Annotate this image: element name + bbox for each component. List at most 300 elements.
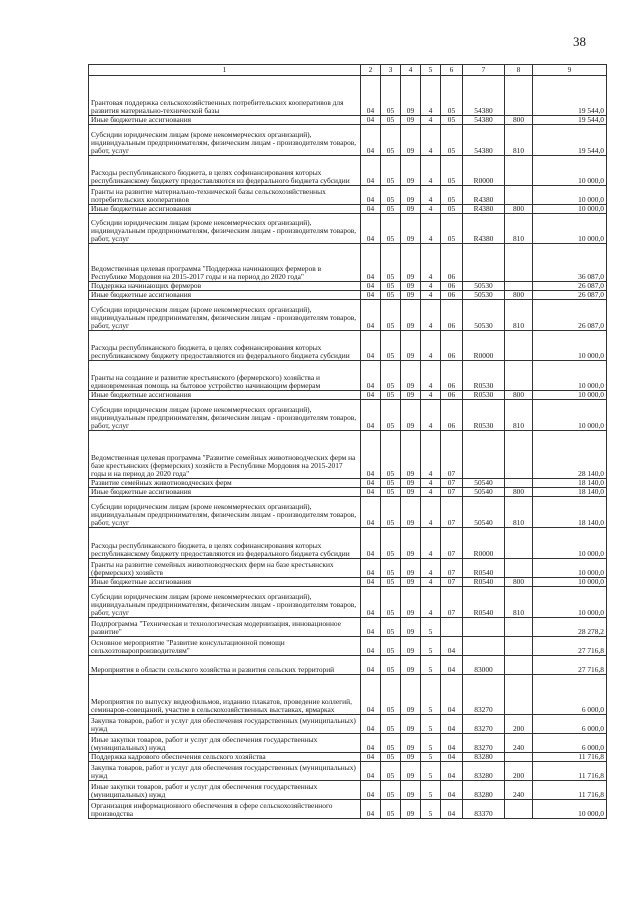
- row-name: Организация информационного обеспечения в сфере сельскохозяйственного производства: [89, 800, 361, 819]
- row-code-5: 4: [421, 331, 441, 361]
- row-name: Иные бюджетные ассигнования: [89, 488, 361, 497]
- row-code-3: 05: [381, 528, 401, 559]
- row-code-7: R4380: [463, 205, 505, 214]
- row-code-4: 09: [401, 214, 421, 244]
- row-name: Иные бюджетные ассигнования: [89, 391, 361, 400]
- row-code-6: 04: [441, 734, 463, 753]
- row-code-6: 04: [441, 800, 463, 819]
- row-code-6: 05: [441, 76, 463, 116]
- row-code-7: R0530: [463, 391, 505, 400]
- table-row: [89, 656, 607, 675]
- column-header: 4: [401, 65, 421, 76]
- row-code-7: 50530: [463, 291, 505, 300]
- row-code-8: [505, 331, 533, 361]
- table-row: [89, 391, 607, 400]
- table-row: [89, 244, 607, 282]
- row-code-4: 09: [401, 675, 421, 715]
- row-amount: 6 000,0: [533, 715, 607, 734]
- row-amount: 10 000,0: [533, 559, 607, 578]
- row-code-4: 09: [401, 753, 421, 762]
- row-code-6: 05: [441, 205, 463, 214]
- column-header: 1: [89, 65, 361, 76]
- row-code-4: 09: [401, 205, 421, 214]
- row-code-6: 05: [441, 214, 463, 244]
- row-code-8: 810: [505, 214, 533, 244]
- row-code-3: 05: [381, 361, 401, 391]
- row-code-4: 09: [401, 300, 421, 331]
- row-code-3: 05: [381, 488, 401, 497]
- column-header: 5: [421, 65, 441, 76]
- row-code-6: 06: [441, 361, 463, 391]
- table-body: [89, 76, 607, 819]
- row-name: Субсидии юридическим лицам (кроме некоммерческих организаций), индивидуальным предпринимателям, физическим лицам - производителям товаров, работ, услуг: [89, 214, 361, 244]
- row-code-8: 800: [505, 578, 533, 587]
- row-code-8: 810: [505, 125, 533, 156]
- row-amount: 10 000,0: [533, 587, 607, 618]
- row-code-8: [505, 559, 533, 578]
- table-row: [89, 291, 607, 300]
- row-name: Субсидии юридическим лицам (кроме некоммерческих организаций), индивидуальным предпринимателям, физическим лицам - производителям товаров, работ, услуг: [89, 125, 361, 156]
- row-amount: 10 000,0: [533, 331, 607, 361]
- row-code-5: 5: [421, 618, 441, 637]
- row-amount: 26 087,0: [533, 300, 607, 331]
- row-code-3: 05: [381, 497, 401, 528]
- row-code-4: 09: [401, 291, 421, 300]
- row-code-8: [505, 361, 533, 391]
- row-code-6: 05: [441, 156, 463, 186]
- row-name: Грантовая поддержка сельскохозяйственных потребительских кооперативов для развития материально-технической базы: [89, 76, 361, 116]
- table-row: [89, 214, 607, 244]
- budget-table: [88, 64, 607, 819]
- row-code-4: 09: [401, 391, 421, 400]
- row-code-3: 05: [381, 762, 401, 781]
- row-code-4: 09: [401, 125, 421, 156]
- row-name: Закупка товаров, работ и услуг для обеспечения государственных (муниципальных) нужд: [89, 715, 361, 734]
- row-code-2: 04: [361, 800, 381, 819]
- row-name: Субсидии юридическим лицам (кроме некоммерческих организаций), индивидуальным предпринимателям, физическим лицам - производителям товаров, работ, услуг: [89, 400, 361, 431]
- table-row: [89, 488, 607, 497]
- row-code-7: R0540: [463, 559, 505, 578]
- row-code-8: [505, 186, 533, 205]
- row-code-8: 800: [505, 116, 533, 125]
- row-name: Расходы республиканского бюджета, в целях софинансирования которых республиканскому бюджету предоставляются из федерального бюджета субсидии: [89, 156, 361, 186]
- table-row: [89, 618, 607, 637]
- row-code-2: 04: [361, 205, 381, 214]
- row-code-4: 09: [401, 361, 421, 391]
- row-code-3: 05: [381, 559, 401, 578]
- row-code-5: 5: [421, 637, 441, 656]
- table-row: [89, 675, 607, 715]
- row-code-7: 54380: [463, 125, 505, 156]
- row-code-4: 09: [401, 578, 421, 587]
- row-code-4: 09: [401, 618, 421, 637]
- table-row: [89, 156, 607, 186]
- row-code-3: 05: [381, 205, 401, 214]
- row-code-2: 04: [361, 125, 381, 156]
- row-code-2: 04: [361, 734, 381, 753]
- row-code-7: 83270: [463, 675, 505, 715]
- row-code-5: 5: [421, 781, 441, 800]
- row-code-4: 09: [401, 781, 421, 800]
- row-amount: 10 000,0: [533, 205, 607, 214]
- column-header: 9: [533, 65, 607, 76]
- row-amount: 19 544,0: [533, 76, 607, 116]
- row-name: Ведомственная целевая программа "Развитие семейных животноводческих ферм на базе крестьянских (фермерских) хозяйств в Республике Мордовия на 2015-2017 годы и на период до 2020 года": [89, 431, 361, 479]
- row-code-8: 800: [505, 291, 533, 300]
- row-code-4: 09: [401, 331, 421, 361]
- row-code-7: R4380: [463, 214, 505, 244]
- row-code-6: 06: [441, 331, 463, 361]
- table-row: [89, 800, 607, 819]
- row-code-4: 09: [401, 559, 421, 578]
- row-amount: 10 000,0: [533, 528, 607, 559]
- row-code-7: 54380: [463, 76, 505, 116]
- row-code-4: 09: [401, 800, 421, 819]
- row-code-8: 810: [505, 400, 533, 431]
- row-code-6: 04: [441, 675, 463, 715]
- row-code-6: 05: [441, 116, 463, 125]
- row-code-8: [505, 753, 533, 762]
- row-code-6: [441, 618, 463, 637]
- column-header: 3: [381, 65, 401, 76]
- row-code-3: 05: [381, 781, 401, 800]
- row-amount: 10 000,0: [533, 186, 607, 205]
- table-row: [89, 781, 607, 800]
- table-row: [89, 186, 607, 205]
- table-row: [89, 559, 607, 578]
- row-code-7: [463, 637, 505, 656]
- row-code-2: 04: [361, 282, 381, 291]
- table-row: [89, 734, 607, 753]
- row-code-2: 04: [361, 762, 381, 781]
- row-code-2: 04: [361, 675, 381, 715]
- row-code-6: 07: [441, 497, 463, 528]
- row-code-6: 06: [441, 391, 463, 400]
- row-code-5: 4: [421, 214, 441, 244]
- row-amount: 19 544,0: [533, 125, 607, 156]
- row-code-5: 4: [421, 156, 441, 186]
- row-code-5: 5: [421, 675, 441, 715]
- row-amount: 10 000,0: [533, 156, 607, 186]
- row-code-4: 09: [401, 488, 421, 497]
- row-amount: 18 140,0: [533, 479, 607, 488]
- row-code-3: 05: [381, 753, 401, 762]
- row-code-3: 05: [381, 800, 401, 819]
- row-code-6: 07: [441, 431, 463, 479]
- row-amount: 10 000,0: [533, 361, 607, 391]
- column-header: 7: [463, 65, 505, 76]
- row-name: Иные закупки товаров, работ и услуг для обеспечения государственных (муниципальных) нужд: [89, 781, 361, 800]
- row-amount: 18 140,0: [533, 488, 607, 497]
- row-code-3: 05: [381, 214, 401, 244]
- row-name: Иные закупки товаров, работ и услуг для обеспечения государственных (муниципальных) нужд: [89, 734, 361, 753]
- table-row: [89, 497, 607, 528]
- row-code-2: 04: [361, 431, 381, 479]
- row-code-2: 04: [361, 156, 381, 186]
- row-code-5: 4: [421, 578, 441, 587]
- row-code-6: 04: [441, 715, 463, 734]
- row-code-8: [505, 675, 533, 715]
- table-row: [89, 578, 607, 587]
- row-code-6: 05: [441, 186, 463, 205]
- row-code-2: 04: [361, 361, 381, 391]
- row-code-7: 50540: [463, 488, 505, 497]
- row-code-5: 4: [421, 244, 441, 282]
- row-name: Гранты на создание и развитие крестьянского (фермерского) хозяйства и единовременная помощь на бытовое устройство начинающим фермерам: [89, 361, 361, 391]
- row-name: Мероприятия по выпуску видеофильмов, изданию плакатов, проведение коллегий, семинаров-совещаний, участие в сельскохозяйственных выставках, ярмарках: [89, 675, 361, 715]
- row-code-7: R0000: [463, 528, 505, 559]
- row-code-3: 05: [381, 587, 401, 618]
- row-code-2: 04: [361, 637, 381, 656]
- row-code-2: 04: [361, 587, 381, 618]
- row-amount: 11 716,8: [533, 762, 607, 781]
- row-code-4: 09: [401, 156, 421, 186]
- row-code-8: [505, 800, 533, 819]
- row-code-5: 4: [421, 300, 441, 331]
- row-name: Ведомственная целевая программа "Поддержка начинающих фермеров в Республике Мордовия на 2015-2017 годы и на период до 2020 года": [89, 244, 361, 282]
- row-code-2: 04: [361, 578, 381, 587]
- row-code-7: R0530: [463, 361, 505, 391]
- row-code-4: 09: [401, 116, 421, 125]
- row-code-6: 07: [441, 587, 463, 618]
- row-code-3: 05: [381, 76, 401, 116]
- row-code-6: 04: [441, 637, 463, 656]
- row-code-3: 05: [381, 734, 401, 753]
- row-code-7: 83000: [463, 656, 505, 675]
- row-code-6: 07: [441, 559, 463, 578]
- row-amount: 10 000,0: [533, 391, 607, 400]
- row-code-3: 05: [381, 479, 401, 488]
- row-code-7: 50540: [463, 479, 505, 488]
- row-code-2: 04: [361, 488, 381, 497]
- row-amount: 27 716,8: [533, 656, 607, 675]
- row-code-5: 4: [421, 116, 441, 125]
- row-code-2: 04: [361, 214, 381, 244]
- row-code-5: 5: [421, 734, 441, 753]
- row-code-5: 5: [421, 753, 441, 762]
- table-row: [89, 300, 607, 331]
- row-code-8: 800: [505, 391, 533, 400]
- row-code-8: 200: [505, 715, 533, 734]
- row-name: Субсидии юридическим лицам (кроме некоммерческих организаций), индивидуальным предпринимателям, физическим лицам - производителям товаров, работ, услуг: [89, 300, 361, 331]
- row-code-5: 4: [421, 205, 441, 214]
- table-row: [89, 753, 607, 762]
- row-code-8: 810: [505, 300, 533, 331]
- row-code-4: 09: [401, 244, 421, 282]
- row-code-2: 04: [361, 186, 381, 205]
- row-amount: 11 716,8: [533, 753, 607, 762]
- table-row: [89, 587, 607, 618]
- row-code-4: 09: [401, 497, 421, 528]
- table-row: [89, 762, 607, 781]
- row-code-3: 05: [381, 244, 401, 282]
- row-code-5: 5: [421, 715, 441, 734]
- row-code-2: 04: [361, 116, 381, 125]
- row-code-6: 05: [441, 125, 463, 156]
- row-code-8: [505, 156, 533, 186]
- row-code-8: [505, 76, 533, 116]
- row-code-3: 05: [381, 578, 401, 587]
- row-name: Расходы республиканского бюджета, в целях софинансирования которых республиканскому бюджету предоставляются из федерального бюджета субсидии: [89, 528, 361, 559]
- row-code-2: 04: [361, 656, 381, 675]
- row-code-5: 4: [421, 497, 441, 528]
- table-row: [89, 431, 607, 479]
- row-name: Поддержка кадрового обеспечения сельского хозяйства: [89, 753, 361, 762]
- row-amount: 26 087,0: [533, 291, 607, 300]
- row-amount: 10 000,0: [533, 800, 607, 819]
- row-name: Развитие семейных животноводческих ферм: [89, 479, 361, 488]
- row-code-3: 05: [381, 125, 401, 156]
- table-row: [89, 331, 607, 361]
- row-code-6: 07: [441, 488, 463, 497]
- row-code-7: R0000: [463, 156, 505, 186]
- row-code-8: [505, 244, 533, 282]
- row-amount: 27 716,8: [533, 637, 607, 656]
- row-amount: 26 087,0: [533, 282, 607, 291]
- row-code-4: 09: [401, 637, 421, 656]
- column-header: 2: [361, 65, 381, 76]
- table-row: [89, 116, 607, 125]
- row-code-7: R0540: [463, 578, 505, 587]
- row-code-8: 240: [505, 781, 533, 800]
- row-code-3: 05: [381, 618, 401, 637]
- row-code-4: 09: [401, 76, 421, 116]
- row-code-6: 04: [441, 781, 463, 800]
- row-code-6: 06: [441, 282, 463, 291]
- row-name: Субсидии юридическим лицам (кроме некоммерческих организаций), индивидуальным предпринимателям, физическим лицам - производителям товаров, работ, услуг: [89, 587, 361, 618]
- row-code-6: 06: [441, 291, 463, 300]
- row-code-6: 04: [441, 656, 463, 675]
- row-code-4: 09: [401, 715, 421, 734]
- row-code-6: 06: [441, 300, 463, 331]
- row-amount: 10 000,0: [533, 400, 607, 431]
- row-code-7: R0540: [463, 587, 505, 618]
- row-code-5: 4: [421, 361, 441, 391]
- row-amount: 6 000,0: [533, 734, 607, 753]
- row-code-2: 04: [361, 781, 381, 800]
- row-code-5: 4: [421, 431, 441, 479]
- row-code-8: 800: [505, 205, 533, 214]
- row-code-8: [505, 528, 533, 559]
- table-row: [89, 125, 607, 156]
- row-code-8: 240: [505, 734, 533, 753]
- row-code-4: 09: [401, 400, 421, 431]
- row-code-3: 05: [381, 400, 401, 431]
- row-code-2: 04: [361, 300, 381, 331]
- table-row: [89, 361, 607, 391]
- row-code-2: 04: [361, 244, 381, 282]
- row-code-8: [505, 431, 533, 479]
- row-name: Субсидии юридическим лицам (кроме некоммерческих организаций), индивидуальным предпринимателям, физическим лицам - производителям товаров, работ, услуг: [89, 497, 361, 528]
- row-code-5: 4: [421, 76, 441, 116]
- row-amount: 6 000,0: [533, 675, 607, 715]
- row-code-3: 05: [381, 331, 401, 361]
- row-code-8: 810: [505, 587, 533, 618]
- row-code-4: 09: [401, 734, 421, 753]
- row-code-7: 50530: [463, 282, 505, 291]
- row-amount: 28 140,0: [533, 431, 607, 479]
- row-code-7: 83280: [463, 753, 505, 762]
- row-code-4: 09: [401, 282, 421, 291]
- row-name: Закупка товаров, работ и услуг для обеспечения государственных (муниципальных) нужд: [89, 762, 361, 781]
- row-code-2: 04: [361, 479, 381, 488]
- row-code-5: 5: [421, 762, 441, 781]
- row-code-3: 05: [381, 300, 401, 331]
- row-code-3: 05: [381, 156, 401, 186]
- row-amount: 28 278,2: [533, 618, 607, 637]
- row-code-7: R4380: [463, 186, 505, 205]
- row-code-7: 83280: [463, 762, 505, 781]
- row-code-8: 800: [505, 488, 533, 497]
- row-code-6: 04: [441, 762, 463, 781]
- row-code-5: 4: [421, 282, 441, 291]
- row-code-5: 5: [421, 656, 441, 675]
- row-name: Мероприятия в области сельского хозяйства и развития сельских территорий: [89, 656, 361, 675]
- row-code-4: 09: [401, 479, 421, 488]
- row-code-7: [463, 244, 505, 282]
- row-code-3: 05: [381, 282, 401, 291]
- table-row: [89, 400, 607, 431]
- row-code-2: 04: [361, 618, 381, 637]
- row-code-5: 5: [421, 800, 441, 819]
- row-code-7: R0000: [463, 331, 505, 361]
- row-code-2: 04: [361, 715, 381, 734]
- row-code-6: 07: [441, 528, 463, 559]
- row-amount: 18 140,0: [533, 497, 607, 528]
- row-code-7: [463, 618, 505, 637]
- table-header-row: [89, 65, 607, 76]
- row-code-3: 05: [381, 391, 401, 400]
- page-number: 38: [573, 34, 586, 49]
- row-code-4: 09: [401, 587, 421, 618]
- row-amount: 36 087,0: [533, 244, 607, 282]
- row-code-3: 05: [381, 116, 401, 125]
- row-amount: 19 544,0: [533, 116, 607, 125]
- row-code-3: 05: [381, 637, 401, 656]
- table-row: [89, 637, 607, 656]
- row-code-5: 4: [421, 559, 441, 578]
- row-code-7: 83270: [463, 715, 505, 734]
- row-code-7: [463, 431, 505, 479]
- row-code-8: 200: [505, 762, 533, 781]
- row-code-3: 05: [381, 431, 401, 479]
- row-code-7: 83280: [463, 781, 505, 800]
- row-amount: 11 716,8: [533, 781, 607, 800]
- row-amount: 10 000,0: [533, 578, 607, 587]
- row-code-5: 4: [421, 391, 441, 400]
- row-code-2: 04: [361, 331, 381, 361]
- row-name: Иные бюджетные ассигнования: [89, 205, 361, 214]
- column-header: 6: [441, 65, 463, 76]
- row-code-4: 09: [401, 431, 421, 479]
- row-code-2: 04: [361, 497, 381, 528]
- row-code-2: 04: [361, 400, 381, 431]
- row-code-5: 4: [421, 125, 441, 156]
- row-code-2: 04: [361, 291, 381, 300]
- row-name: Подпрограмма "Техническая и технологическая модернизация, инновационное развитие": [89, 618, 361, 637]
- row-name: Основное мероприятие "Развитие консультационной помощи сельхозтоваропроизводителям": [89, 637, 361, 656]
- row-code-2: 04: [361, 559, 381, 578]
- row-code-4: 09: [401, 528, 421, 559]
- table-row: [89, 715, 607, 734]
- row-code-4: 09: [401, 656, 421, 675]
- row-name: Расходы республиканского бюджета, в целях софинансирования которых республиканскому бюджету предоставляются из федерального бюджета субсидии: [89, 331, 361, 361]
- row-code-6: 06: [441, 400, 463, 431]
- row-code-2: 04: [361, 76, 381, 116]
- column-header: 8: [505, 65, 533, 76]
- row-name: Поддержка начинающих фермеров: [89, 282, 361, 291]
- row-code-4: 09: [401, 762, 421, 781]
